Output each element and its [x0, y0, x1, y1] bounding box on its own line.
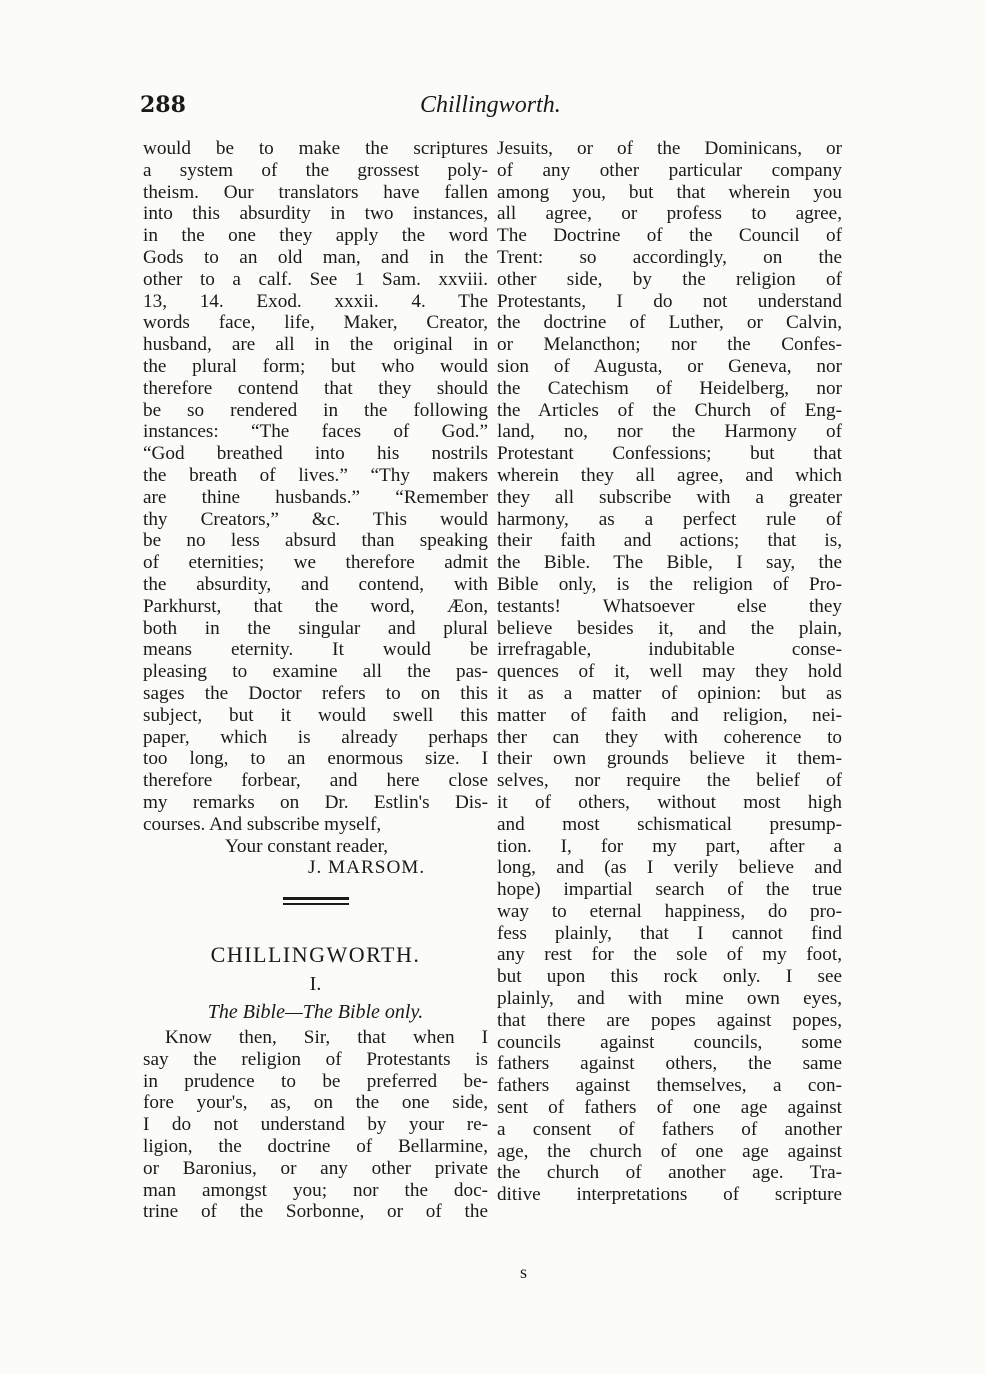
- left-column-text: [143, 138, 488, 836]
- text-line: or Baronius, or any other private: [143, 1157, 488, 1179]
- text-line: courses. And subscribe myself,: [143, 813, 382, 835]
- author-signature: J. MARSOM.: [308, 857, 426, 879]
- text-line: subject, but it would swell this: [143, 704, 488, 726]
- text-line: among you, but that wherein you: [497, 181, 842, 203]
- text-line: long, and (as I verily believe and: [497, 857, 842, 879]
- left-column-section-text: [143, 1027, 488, 1223]
- text-line: the church of another age. Tra-: [497, 1162, 842, 1184]
- text-line: sages the Doctor refers to on this: [143, 682, 488, 704]
- text-line: Protestants, I do not understand: [497, 290, 842, 312]
- text-line: too long, to an enormous size. I: [143, 748, 488, 770]
- signature-mark: s: [520, 1262, 528, 1282]
- text-line: and most schismatical presump-: [497, 813, 842, 835]
- text-line: man amongst you; nor the doc-: [143, 1179, 488, 1201]
- text-line: plainly, and with mine own eyes,: [497, 988, 842, 1010]
- text-line: theism. Our translators have fallen: [143, 181, 488, 203]
- text-line: believe besides it, and the plain,: [497, 617, 842, 639]
- page-number: 288: [140, 92, 186, 118]
- text-line: instances: “The faces of God.”: [143, 421, 488, 443]
- text-line: means eternity. It would be: [143, 639, 488, 661]
- text-line: quences of it, well may they hold: [497, 661, 842, 683]
- text-line: be so rendered in the following: [143, 399, 488, 421]
- text-line: husband, are all in the original in: [143, 334, 488, 356]
- text-line: they all subscribe with a greater: [497, 486, 842, 508]
- text-line: therefore contend that they should: [143, 377, 488, 399]
- text-line: Jesuits, or of the Dominicans, or: [497, 138, 842, 159]
- text-line: be no less absurd than speaking: [143, 530, 488, 552]
- text-line: both in the singular and plural: [143, 617, 488, 639]
- text-line: “God breathed into his nostrils: [143, 443, 488, 465]
- running-title: Chillingworth.: [420, 92, 561, 118]
- text-line: Gods to an old man, and in the: [143, 246, 488, 268]
- section-divider: [143, 879, 488, 939]
- text-line: the Catechism of Heidelberg, nor: [497, 377, 842, 399]
- section-heading: CHILLINGWORTH.: [210, 942, 421, 968]
- text-line: of eternities; we therefore admit: [143, 552, 488, 574]
- text-line: the breath of lives.” “Thy makers: [143, 464, 488, 486]
- text-line: other side, by the religion of: [497, 268, 842, 290]
- text-line: Trent: so accordingly, on the: [497, 246, 842, 268]
- text-line: all agree, or profess to agree,: [497, 203, 842, 225]
- text-line: 13, 14. Exod. xxxii. 4. The: [143, 290, 488, 312]
- text-line: words face, life, Maker, Creator,: [143, 312, 488, 334]
- text-line: in prudence to be preferred be-: [143, 1070, 488, 1092]
- text-line: fathers against others, the same: [497, 1053, 842, 1075]
- text-line: are thine husbands.” “Remember: [143, 486, 488, 508]
- section-number: I.: [309, 973, 322, 996]
- text-line: wherein they all agree, and which: [497, 464, 842, 486]
- text-line: Bible only, is the religion of Pro-: [497, 573, 842, 595]
- section-subheading: The Bible—The Bible only.: [207, 1001, 424, 1024]
- text-line: any rest for the sole of my foot,: [497, 944, 842, 966]
- text-line: thy Creators,” &c. This would: [143, 508, 488, 530]
- signoff-line: Your constant reader,: [225, 835, 388, 857]
- text-line: testants! Whatsoever else they: [497, 595, 842, 617]
- text-line: the Bible. The Bible, I say, the: [497, 552, 842, 574]
- text-line: ligion, the doctrine of Bellarmine,: [143, 1136, 488, 1158]
- text-line: my remarks on Dr. Estlin's Dis-: [143, 791, 488, 813]
- text-line: Know then, Sir, that when I: [165, 1027, 488, 1049]
- text-line: say the religion of Protestants is: [143, 1048, 488, 1070]
- text-line: pleasing to examine all the pas-: [143, 661, 488, 683]
- text-line: that there are popes against popes,: [497, 1009, 842, 1031]
- text-line: ditive interpretations of scripture: [497, 1184, 842, 1206]
- page-header: [140, 92, 850, 126]
- text-line: their own grounds believe it them-: [497, 748, 842, 770]
- text-line: in the one they apply the word: [143, 225, 488, 247]
- text-line: fathers against themselves, a con-: [497, 1075, 842, 1097]
- text-line: therefore forbear, and here close: [143, 770, 488, 792]
- text-line: it of others, without most high: [497, 791, 842, 813]
- text-line: irrefragable, indubitable conse-: [497, 639, 842, 661]
- text-line: other to a calf. See 1 Sam. xxviii.: [143, 268, 488, 290]
- text-line: a system of the grossest poly-: [143, 159, 488, 181]
- text-line: sion of Augusta, or Geneva, nor: [497, 355, 842, 377]
- text-line: land, no, nor the Harmony of: [497, 421, 842, 443]
- text-line: the doctrine of Luther, or Calvin,: [497, 312, 842, 334]
- left-column: [143, 138, 488, 1223]
- text-line: matter of faith and religion, nei-: [497, 704, 842, 726]
- text-line: way to eternal happiness, do pro-: [497, 900, 842, 922]
- text-line: councils against councils, some: [497, 1031, 842, 1053]
- text-line: a consent of fathers of another: [497, 1118, 842, 1140]
- text-line: fess plainly, that I cannot find: [497, 922, 842, 944]
- text-line: selves, nor require the belief of: [497, 770, 842, 792]
- text-line: fore your's, as, on the one side,: [143, 1092, 488, 1114]
- text-line: The Doctrine of the Council of: [497, 225, 842, 247]
- text-line: harmony, as a perfect rule of: [497, 508, 842, 530]
- text-line: or Melancthon; nor the Confes-: [497, 334, 842, 356]
- text-line: the absurdity, and contend, with: [143, 573, 488, 595]
- text-line: trine of the Sorbonne, or of the: [143, 1201, 488, 1223]
- text-line: the plural form; but who would: [143, 355, 488, 377]
- text-line: sent of fathers of one age against: [497, 1097, 842, 1119]
- text-line: paper, which is already perhaps: [143, 726, 488, 748]
- text-line: their faith and actions; that is,: [497, 530, 842, 552]
- text-line: hope) impartial search of the true: [497, 879, 842, 901]
- text-line: it as a matter of opinion: but as: [497, 682, 842, 704]
- text-line: the Articles of the Church of Eng-: [497, 399, 842, 421]
- text-line: tion. I, for my part, after a: [497, 835, 842, 857]
- text-line: of any other particular company: [497, 159, 842, 181]
- text-line: age, the church of one age against: [497, 1140, 842, 1162]
- text-line: Protestant Confessions; but that: [497, 443, 842, 465]
- text-line: I do not understand by your re-: [143, 1114, 488, 1136]
- text-line: ther can they with coherence to: [497, 726, 842, 748]
- text-line: would be to make the scriptures: [143, 138, 488, 159]
- text-line: into this absurdity in two instances,: [143, 203, 488, 225]
- text-line: but upon this rock only. I see: [497, 966, 842, 988]
- text-line: Parkhurst, that the word, Æon,: [143, 595, 488, 617]
- right-column: [497, 138, 842, 1206]
